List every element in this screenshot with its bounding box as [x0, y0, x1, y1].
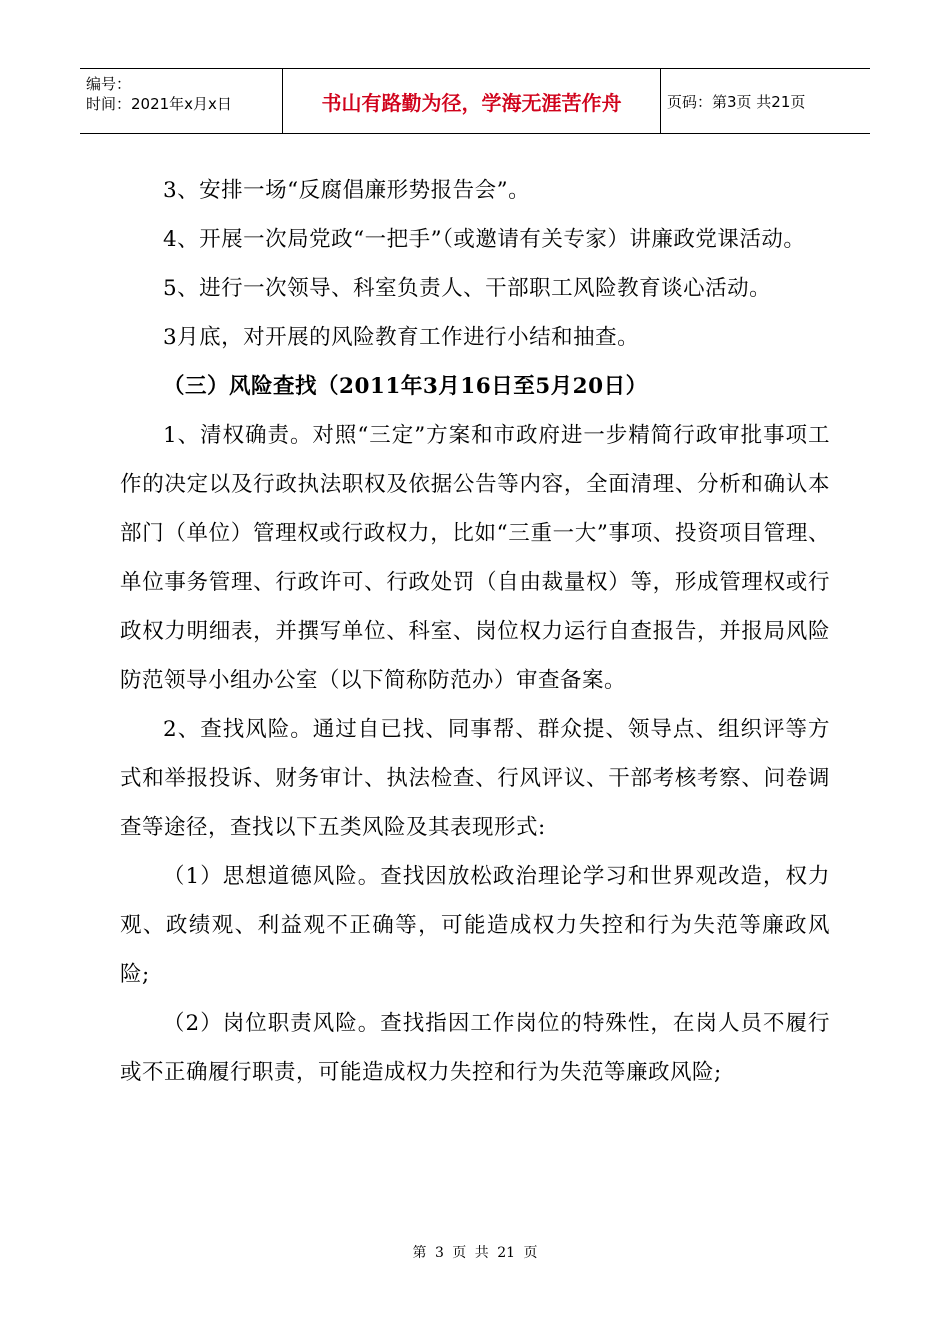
document-time-label: 时间：2021年x月x日	[86, 95, 232, 113]
section-heading-risk-search: （三）风险查找（2011年3月16日至5月20日）	[163, 374, 648, 399]
header-page-info: 页码：第3页 共21页	[667, 92, 806, 111]
paragraph-item-4: 4、开展一次局党政“一把手”（或邀请有关专家）讲廉政党课活动。	[163, 227, 806, 252]
document-body	[120, 166, 830, 1097]
document-number-label: 编号：	[86, 75, 132, 93]
page-header	[80, 68, 870, 134]
header-motto: 书山有路勤为径，学海无涯苦作舟	[283, 69, 661, 133]
paragraph-find-risks: 2、查找风险。通过自已找、同事帮、群众提、领导点、组织评等方式和举报投诉、财务审计、执法检查、行风评议、干部考核考察、问卷调查等途径，查找以下五类风险及其表现形式:	[120, 717, 830, 840]
paragraph-clarify-powers: 1、清权确责。对照“三定”方案和市政府进一步精简行政审批事项工作的决定以及行政执法职权及依据公告等内容，全面清理、分析和确认本部门（单位）管理权或行政权力，比如“三重一大”事项、投资项目管理、单位事务管理、行政许可、行政处罚（自由裁量权）等，形成管理权或行政权力明细表，并撰写单位、科室、岗位权力运行自查报告，并报局风险防范领导小组办公室（以下简称防范办）审查备案。	[120, 423, 830, 693]
page-footer: 第 3 页 共 21 页	[412, 1245, 538, 1261]
paragraph-ideology-risk: （1）思想道德风险。查找因放松政治理论学习和世界观改造，权力观、政绩观、利益观不正确等，可能造成权力失控和行为失范等廉政风险;	[120, 864, 830, 987]
paragraph-item-3: 3、安排一场“反腐倡廉形势报告会”。	[163, 178, 531, 203]
paragraph-position-risk: （2）岗位职责风险。查找指因工作岗位的特殊性，在岗人员不履行或不正确履行职责，可能造成权力失控和行为失范等廉政风险;	[120, 1011, 830, 1085]
paragraph-item-5: 5、进行一次领导、科室负责人、干部职工风险教育谈心活动。	[163, 276, 772, 301]
header-meta	[80, 69, 283, 133]
paragraph-march-summary: 3月底，对开展的风险教育工作进行小结和抽查。	[163, 325, 640, 350]
